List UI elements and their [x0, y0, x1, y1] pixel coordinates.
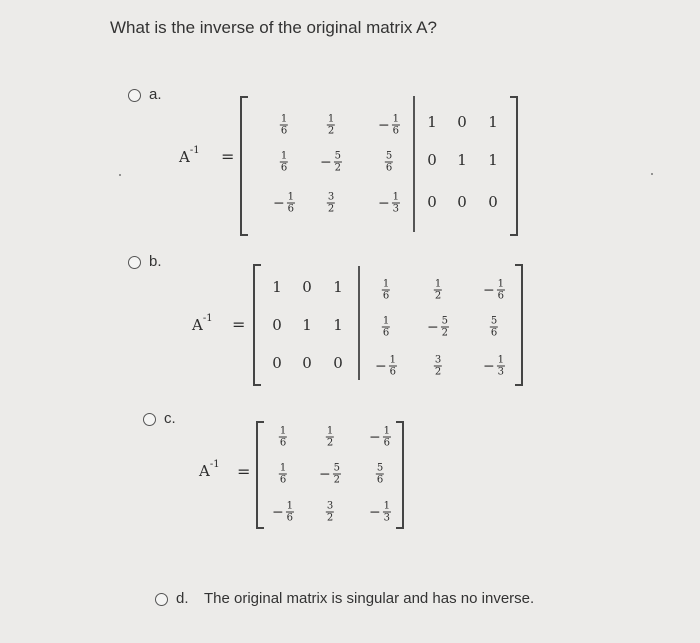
option-a-left-cell-r1c2: $\frac{1}{2}$: [327, 113, 335, 137]
option-c-cell-r1c1: $\frac{1}{6}$: [279, 425, 287, 449]
option-c-cell-r3c1: − $\frac{1}{6}$: [271, 500, 294, 524]
option-b-augment-line: [358, 266, 360, 380]
option-b-right-cell-r3c1: − $\frac{1}{6}$: [374, 354, 397, 378]
option-b-right-bracket: [515, 264, 523, 386]
option-a-letter: a.: [149, 86, 162, 103]
dust-speck: [119, 174, 121, 176]
option-b-left-bracket: [253, 264, 261, 386]
option-b-left-cell-r2c3: 1: [333, 316, 343, 334]
option-a-left-cell-r2c3: $\frac{5}{6}$: [385, 150, 393, 174]
option-c-left-bracket: [256, 421, 264, 529]
radio-option-a[interactable]: [128, 89, 141, 102]
option-b-right-cell-r1c2: $\frac{1}{2}$: [434, 278, 442, 302]
option-c-cell-r2c3: $\frac{5}{6}$: [376, 462, 384, 486]
option-a-left-cell-r2c2: − $\frac{5}{2}$: [319, 150, 342, 174]
option-a-left-bracket: [240, 96, 248, 236]
option-b-left-cell-r1c2: 0: [302, 278, 312, 296]
option-c-equals: =: [237, 462, 251, 481]
question-text: What is the inverse of the original matrix A?: [110, 18, 437, 37]
option-a-right-cell-r3c1: 0: [427, 193, 437, 211]
option-c-cell-r1c2: $\frac{1}{2}$: [326, 425, 334, 449]
option-a-right-cell-r3c3: 0: [488, 193, 498, 211]
option-a-right-cell-r2c1: 0: [427, 151, 437, 169]
option-b-right-cell-r1c1: $\frac{1}{6}$: [382, 278, 390, 302]
option-b-left-cell-r3c1: 0: [272, 354, 282, 372]
option-b-right-cell-r2c1: $\frac{1}{6}$: [382, 315, 390, 339]
option-b-right-cell-r2c2: − $\frac{5}{2}$: [426, 315, 449, 339]
option-b-matrix-label: $A^{-1}$: [192, 313, 213, 334]
option-c-cell-r3c3: − $\frac{1}{3}$: [368, 500, 391, 524]
radio-option-b[interactable]: [128, 256, 141, 269]
option-a-right-cell-r2c3: 1: [488, 151, 498, 169]
option-a-left-cell-r1c1: $\frac{1}{6}$: [280, 113, 288, 137]
option-a-matrix-label: $A^{-1}$: [179, 145, 200, 166]
option-a-augment-line: [413, 96, 415, 232]
option-b-left-cell-r3c3: 0: [333, 354, 343, 372]
option-b-left-cell-r2c1: 0: [272, 316, 282, 334]
dust-speck: [651, 173, 653, 175]
option-a-left-cell-r1c3: − $\frac{1}{6}$: [377, 113, 400, 137]
option-b-right-cell-r1c3: − $\frac{1}{6}$: [482, 278, 505, 302]
option-a-right-bracket: [510, 96, 518, 236]
radio-option-d[interactable]: [155, 593, 168, 606]
option-c-letter: c.: [164, 410, 176, 427]
option-a-left-cell-r2c1: $\frac{1}{6}$: [280, 150, 288, 174]
option-c-cell-r2c2: − $\frac{5}{2}$: [318, 462, 341, 486]
option-a-left-cell-r3c1: − $\frac{1}{6}$: [272, 191, 295, 215]
option-a-right-cell-r1c3: 1: [488, 113, 498, 131]
option-b-right-cell-r3c3: − $\frac{1}{3}$: [482, 354, 505, 378]
option-d-text: The original matrix is singular and has no inverse.: [204, 590, 535, 607]
option-a-right-cell-r1c2: 0: [457, 113, 467, 131]
option-c-matrix-label: $A^{-1}$: [199, 459, 220, 480]
option-a-left-cell-r3c3: − $\frac{1}{3}$: [377, 191, 400, 215]
option-a-left-cell-r3c2: $\frac{3}{2}$: [327, 191, 335, 215]
option-c-cell-r3c2: $\frac{3}{2}$: [326, 500, 334, 524]
option-b-left-cell-r2c2: 1: [302, 316, 312, 334]
option-c-cell-r2c1: $\frac{1}{6}$: [279, 462, 287, 486]
option-a-equals: =: [221, 147, 235, 166]
option-b-right-cell-r3c2: $\frac{3}{2}$: [434, 354, 442, 378]
option-a-right-cell-r1c1: 1: [427, 113, 437, 131]
option-b-letter: b.: [149, 253, 162, 270]
option-a-right-cell-r2c2: 1: [457, 151, 467, 169]
radio-option-c[interactable]: [143, 413, 156, 426]
option-c-cell-r1c3: − $\frac{1}{6}$: [368, 425, 391, 449]
option-b-left-cell-r1c1: 1: [272, 278, 282, 296]
option-a-right-cell-r3c2: 0: [457, 193, 467, 211]
option-d-letter: d.: [176, 590, 189, 607]
option-b-left-cell-r3c2: 0: [302, 354, 312, 372]
option-b-equals: =: [232, 315, 246, 334]
option-b-right-cell-r2c3: $\frac{5}{6}$: [490, 315, 498, 339]
option-c-right-bracket: [396, 421, 404, 529]
option-b-left-cell-r1c3: 1: [333, 278, 343, 296]
